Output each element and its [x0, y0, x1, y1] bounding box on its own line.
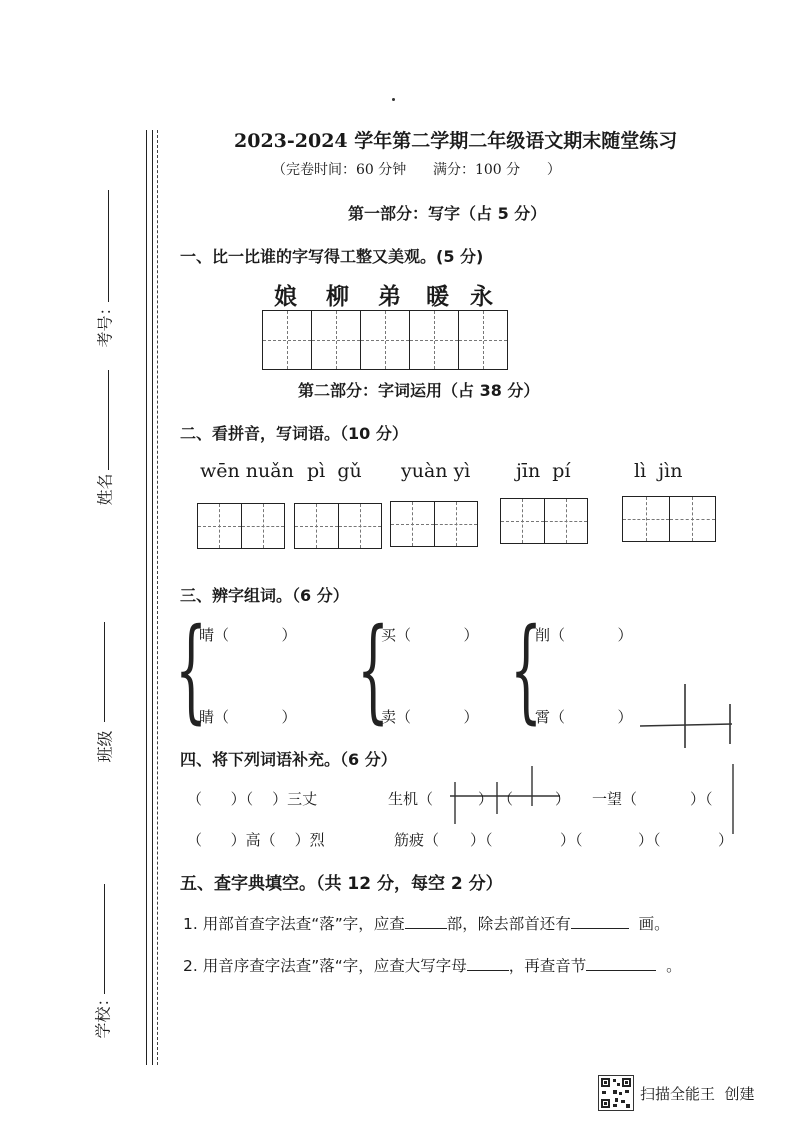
q3-brace-2: {: [357, 605, 390, 735]
part2-heading: 第二部分：字词运用（占 38 分）: [298, 381, 540, 400]
q3-item-2-bottom[interactable]: 卖（ ）: [381, 708, 479, 726]
q4-title: 四、将下列词语补充。（6 分）: [180, 750, 397, 769]
page-title: 2023-2024 学年第二学期二年级语文期末随堂练习: [234, 130, 678, 152]
q5-blank-letter[interactable]: [467, 970, 509, 971]
school-label: 学校：: [93, 990, 113, 1039]
q3-item-1-top[interactable]: 晴（ ）: [199, 626, 297, 644]
q4-row1-item-1[interactable]: （ ）（ ）三丈: [187, 790, 318, 808]
q4-row1-item-4[interactable]: （: [498, 790, 514, 808]
q5-line1-text-a: 1. 用部首查字法查“落”字，应查: [183, 915, 405, 933]
q5-line2-text-a: 2. 用音序查字法查”落“字，应查大写字母: [183, 957, 467, 975]
q5-blank-radical[interactable]: [405, 928, 447, 929]
q3-item-3-bottom[interactable]: 霄（ ）: [535, 708, 633, 726]
class-label: 班级: [95, 730, 115, 763]
q3-title: 三、辨字组词。（6 分）: [180, 586, 349, 605]
q2-grid-2[interactable]: [294, 503, 382, 549]
q1-writing-grid[interactable]: [262, 310, 508, 370]
q2-pinyin-5: lì jìn: [634, 460, 683, 482]
q5-line2-text-c: 。: [666, 957, 682, 975]
school-blank[interactable]: [104, 884, 105, 994]
q2-grid-4[interactable]: [500, 498, 588, 544]
q1-char-3: 弟: [378, 283, 401, 310]
q1-cell-2[interactable]: [312, 311, 361, 369]
class-blank[interactable]: [104, 622, 105, 722]
q5-line1-text-c: 画。: [638, 915, 670, 933]
q2-pinyin-1: wēn nuǎn: [200, 460, 294, 482]
q1-cell-4[interactable]: [410, 311, 459, 369]
q5-line1: [183, 912, 670, 934]
q4-row1-item-5[interactable]: ）: [555, 790, 571, 808]
q2-pinyin-2: pì gǔ: [307, 460, 362, 482]
q2-title: 二、看拼音，写词语。（10 分）: [180, 424, 408, 443]
q1-char-2: 柳: [326, 283, 349, 310]
q4-row2-item-5[interactable]: ）（: [638, 831, 661, 849]
q4-row1-item-6[interactable]: 一望（: [592, 790, 638, 808]
q4-row1-item-3[interactable]: ）: [478, 790, 494, 808]
q1-char-5: 永: [470, 283, 493, 310]
scan-artifact-lines: [440, 684, 740, 834]
q2-grid-1[interactable]: [197, 503, 285, 549]
q2-pinyin-4: jīn pí: [516, 460, 571, 482]
stray-dot: [392, 98, 395, 101]
q3-brace-3: {: [510, 605, 543, 735]
q5-title: 五、查字典填空。（共 12 分，每空 2 分）: [180, 874, 503, 894]
q3-brace-1: {: [175, 605, 208, 735]
q1-char-1: 娘: [274, 283, 297, 310]
q5-line1-text-b: 部，除去部首还有: [446, 915, 571, 933]
part1-heading: 第一部分：写字（占 5 分）: [348, 204, 547, 223]
q3-item-3-top[interactable]: 削（ ）: [535, 626, 633, 644]
scanner-watermark: 扫描全能王 创建: [640, 1085, 755, 1103]
qr-code-icon: [598, 1075, 634, 1111]
margin-line-1: [146, 130, 147, 1065]
name-label: 姓名: [95, 473, 115, 506]
q4-row2-item-2[interactable]: 筋疲（: [394, 831, 440, 849]
q4-row2-item-3[interactable]: ）（: [470, 831, 493, 849]
q1-title: 一、比一比谁的字写得工整又美观。(5 分): [180, 247, 484, 266]
q3-item-1-bottom[interactable]: 睛（ ）: [199, 708, 297, 726]
page-subtitle: （完卷时间：60 分钟 满分：100 分 ）: [272, 162, 561, 178]
exam-no-label: 考号：: [95, 299, 115, 348]
q1-cell-5[interactable]: [459, 311, 507, 369]
q1-cell-1[interactable]: [263, 311, 312, 369]
q1-char-4: 暖: [426, 283, 449, 310]
margin-line-3: [157, 130, 158, 1065]
q5-blank-strokes[interactable]: [571, 928, 629, 929]
q4-row2-item-1[interactable]: （ ）高（ ）烈: [187, 831, 325, 849]
q2-pinyin-3: yuàn yì: [401, 460, 471, 482]
q4-row1-item-7[interactable]: ）（: [690, 790, 713, 808]
q4-row2-item-4[interactable]: ）（: [560, 831, 583, 849]
q3-item-2-top[interactable]: 买（ ）: [381, 626, 479, 644]
q1-cell-3[interactable]: [361, 311, 410, 369]
q5-line2-text-b: ，再查音节: [508, 957, 587, 975]
q2-grid-5[interactable]: [622, 496, 716, 542]
q4-row2-item-6[interactable]: ）: [718, 831, 734, 849]
q5-line2: [183, 954, 682, 976]
q4-row1-item-2[interactable]: 生机（: [388, 790, 434, 808]
exam-no-blank[interactable]: [108, 190, 109, 302]
name-blank[interactable]: [108, 370, 109, 470]
q5-blank-syllable[interactable]: [586, 970, 656, 971]
margin-line-2: [152, 130, 153, 1065]
q2-grid-3[interactable]: [390, 501, 478, 547]
